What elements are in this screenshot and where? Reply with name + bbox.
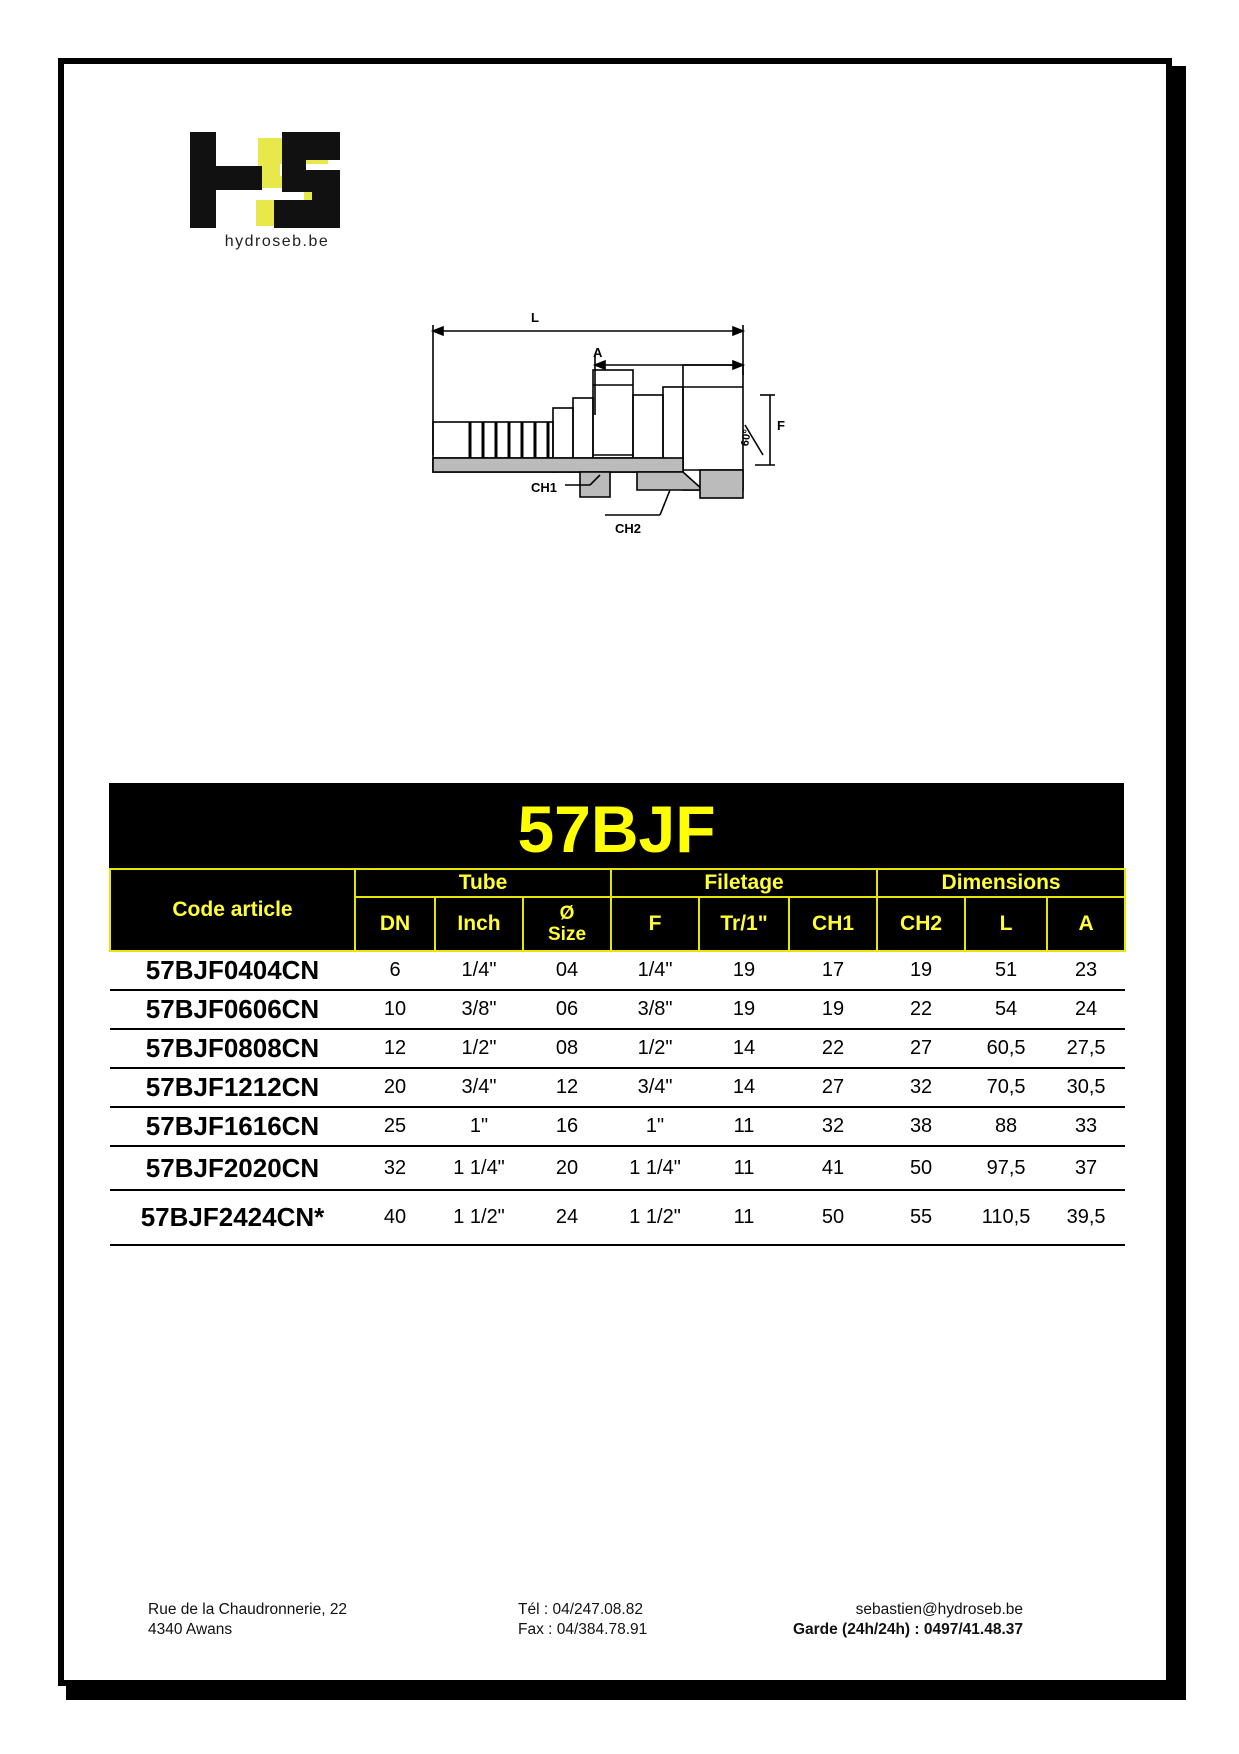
cell-inch: 1 1/4" — [435, 1146, 523, 1190]
header-l: L — [965, 897, 1047, 951]
header-inch: Inch — [435, 897, 523, 951]
cell-code: 57BJF2020CN — [110, 1146, 355, 1190]
table-row — [110, 1068, 1125, 1107]
cell-size: 20 — [523, 1146, 611, 1190]
cell-ch1: 22 — [789, 1029, 877, 1068]
garde-number: Garde (24h/24h) : 0497/41.48.37 — [792, 1621, 1023, 1638]
header-group-filetage: Filetage — [611, 869, 877, 897]
table-row — [110, 951, 1125, 990]
cell-tr: 14 — [699, 1068, 789, 1107]
cell-inch: 1/2" — [435, 1029, 523, 1068]
cell-dn: 20 — [355, 1068, 435, 1107]
cell-a: 33 — [1047, 1107, 1125, 1146]
cell-ch2: 38 — [877, 1107, 965, 1146]
cell-f: 1 1/4" — [611, 1146, 699, 1190]
table-row — [110, 990, 1125, 1029]
cell-inch: 3/8" — [435, 990, 523, 1029]
cell-inch: 1/4" — [435, 951, 523, 990]
cell-size: 08 — [523, 1029, 611, 1068]
footer-phone — [518, 1600, 647, 1640]
cell-inch: 3/4" — [435, 1068, 523, 1107]
cell-tr: 11 — [699, 1190, 789, 1245]
cell-dn: 32 — [355, 1146, 435, 1190]
address-line-1: Rue de la Chaudronnerie, 22 — [148, 1601, 348, 1618]
address-line-2: 4340 Awans — [148, 1621, 233, 1638]
cell-l: 54 — [965, 990, 1047, 1029]
cell-ch2: 32 — [877, 1068, 965, 1107]
cell-ch1: 17 — [789, 951, 877, 990]
header-size-word: Size — [548, 924, 587, 945]
cell-tr: 11 — [699, 1146, 789, 1190]
cell-ch1: 41 — [789, 1146, 877, 1190]
product-table — [109, 868, 1126, 1246]
cell-dn: 25 — [355, 1107, 435, 1146]
cell-size: 12 — [523, 1068, 611, 1107]
footer-address — [148, 1600, 347, 1640]
cell-ch1: 50 — [789, 1190, 877, 1245]
cell-code: 57BJF2424CN* — [110, 1190, 355, 1245]
cell-l: 88 — [965, 1107, 1047, 1146]
cell-dn: 6 — [355, 951, 435, 990]
cell-ch2: 50 — [877, 1146, 965, 1190]
cell-f: 1 1/2" — [611, 1190, 699, 1245]
cell-code: 57BJF1616CN — [110, 1107, 355, 1146]
cell-ch1: 32 — [789, 1107, 877, 1146]
cell-code: 57BJF0404CN — [110, 951, 355, 990]
header-code-article: Code article — [110, 869, 355, 951]
cell-code: 57BJF0808CN — [110, 1029, 355, 1068]
cell-dn: 10 — [355, 990, 435, 1029]
header-a: A — [1047, 897, 1125, 951]
cell-a: 39,5 — [1047, 1190, 1125, 1245]
cell-tr: 19 — [699, 951, 789, 990]
cell-size: 24 — [523, 1190, 611, 1245]
product-title: 57BJF — [109, 783, 1124, 868]
header-group-tube: Tube — [355, 869, 611, 897]
header-f: F — [611, 897, 699, 951]
table-row — [110, 1146, 1125, 1190]
cell-ch2: 27 — [877, 1029, 965, 1068]
cell-l: 110,5 — [965, 1190, 1047, 1245]
cell-l: 97,5 — [965, 1146, 1047, 1190]
cell-size: 06 — [523, 990, 611, 1029]
cell-f: 3/4" — [611, 1068, 699, 1107]
cell-dn: 40 — [355, 1190, 435, 1245]
cell-f: 3/8" — [611, 990, 699, 1029]
cell-ch2: 19 — [877, 951, 965, 990]
cell-f: 1/4" — [611, 951, 699, 990]
cell-a: 37 — [1047, 1146, 1125, 1190]
footer-contact — [793, 1600, 1023, 1640]
header-ch1: CH1 — [789, 897, 877, 951]
table-row — [110, 1107, 1125, 1146]
header-tr: Tr/1" — [699, 897, 789, 951]
cell-ch2: 22 — [877, 990, 965, 1029]
cell-tr: 11 — [699, 1107, 789, 1146]
cell-f: 1" — [611, 1107, 699, 1146]
cell-code: 57BJF0606CN — [110, 990, 355, 1029]
cell-l: 60,5 — [965, 1029, 1047, 1068]
cell-a: 27,5 — [1047, 1029, 1125, 1068]
table-row — [110, 1029, 1125, 1068]
fax-number: Fax : 04/384.78.91 — [518, 1621, 648, 1638]
cell-f: 1/2" — [611, 1029, 699, 1068]
hydroseb-logo — [190, 128, 370, 258]
cell-code: 57BJF1212CN — [110, 1068, 355, 1107]
dim-label-ch1: CH1 — [531, 480, 558, 495]
header-dn: DN — [355, 897, 435, 951]
header-ch2: CH2 — [877, 897, 965, 951]
email-link[interactable]: sebastien@hydroseb.be — [855, 1601, 1023, 1618]
fitting-technical-drawing — [415, 305, 875, 590]
header-size-symbol: Ø — [559, 903, 575, 924]
cell-a: 30,5 — [1047, 1068, 1125, 1107]
cell-inch: 1" — [435, 1107, 523, 1146]
dim-label-angle: 60° — [739, 428, 754, 448]
dim-label-a: A — [593, 345, 603, 360]
logo-website: hydroseb.be — [224, 233, 330, 250]
cell-a: 23 — [1047, 951, 1125, 990]
cell-ch2: 55 — [877, 1190, 965, 1245]
dim-label-f: F — [777, 418, 785, 433]
cell-size: 04 — [523, 951, 611, 990]
cell-tr: 19 — [699, 990, 789, 1029]
tel-number: Tél : 04/247.08.82 — [518, 1601, 643, 1618]
cell-l: 51 — [965, 951, 1047, 990]
cell-a: 24 — [1047, 990, 1125, 1029]
cell-ch1: 19 — [789, 990, 877, 1029]
cell-inch: 1 1/2" — [435, 1190, 523, 1245]
product-table-section — [109, 783, 1124, 1246]
cell-ch1: 27 — [789, 1068, 877, 1107]
cell-l: 70,5 — [965, 1068, 1047, 1107]
dim-label-ch2: CH2 — [615, 521, 642, 536]
header-group-dimensions: Dimensions — [877, 869, 1125, 897]
dim-label-l: L — [531, 310, 539, 325]
cell-size: 16 — [523, 1107, 611, 1146]
table-row — [110, 1190, 1125, 1245]
header-size — [523, 897, 611, 951]
cell-dn: 12 — [355, 1029, 435, 1068]
hs-logo-icon — [190, 128, 370, 233]
cell-tr: 14 — [699, 1029, 789, 1068]
